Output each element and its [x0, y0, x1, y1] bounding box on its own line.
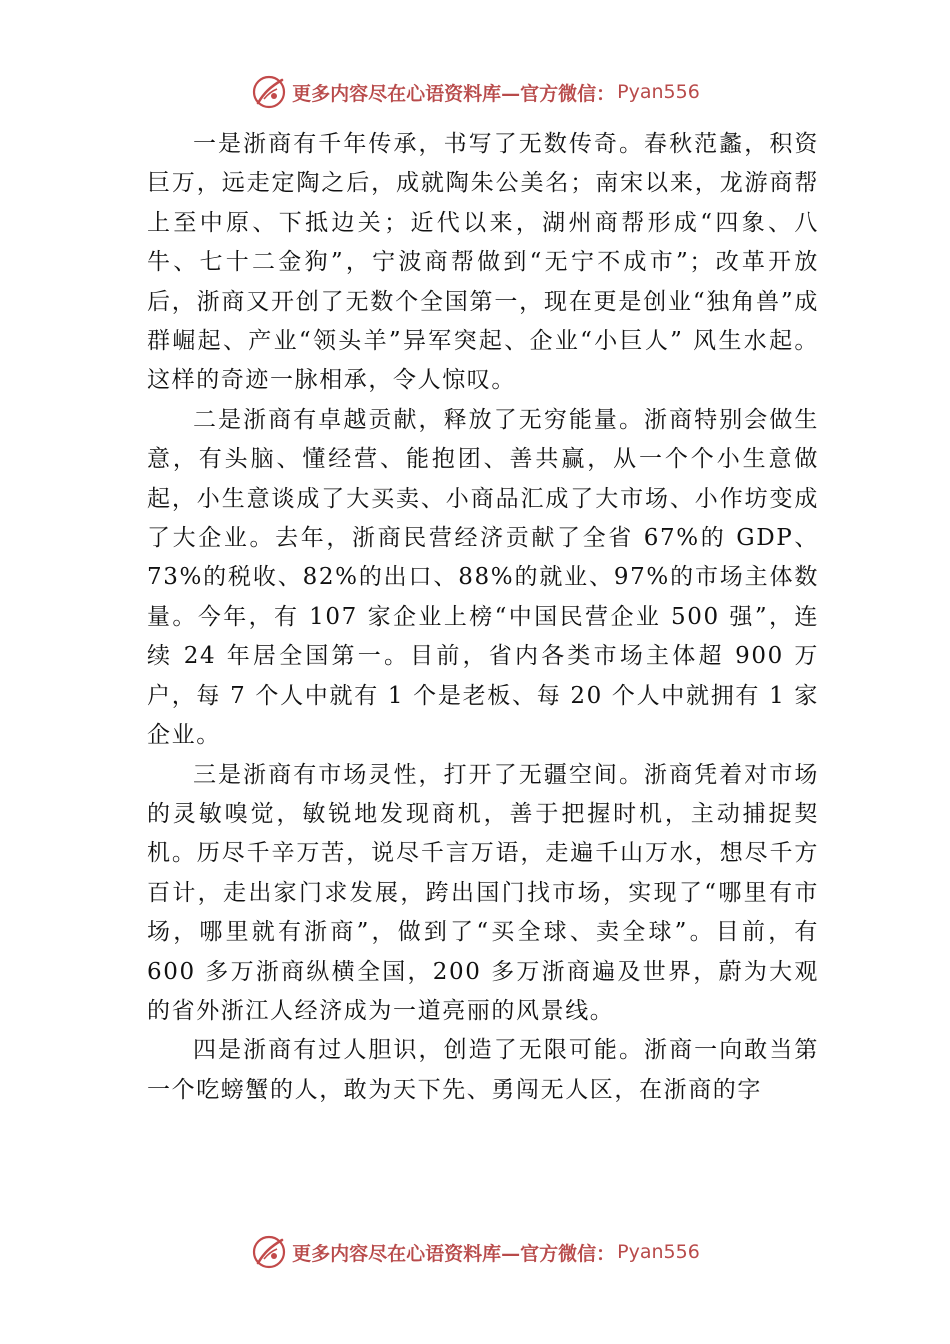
library-logo-icon: [250, 73, 288, 111]
wechat-id: Pyan556: [617, 1241, 700, 1263]
document-body: [147, 125, 819, 1110]
paragraph-2: 二是浙商有卓越贡献，释放了无穷能量。浙商特别会做生意，有头脑、懂经营、能抱团、善共赢，从一个个小生意做起，小生意谈成了大买卖、小商品汇成了大市场、小作坊变成了大企业。去年，浙商民营经济贡献了全省 67%的 GDP、73%的税收、82%的出口、88%的就业、97%的市场主体数量。今年，有 107 家企业上榜“中国民营企业 500 强”，连续 24 年居全国第一。目前，省内各类市场主体超 900 万户，每 7 个人中就有 1 个是老板、每 20 个人中就拥有 1 家企业。: [147, 406, 819, 749]
paragraph-4: 四是浙商有过人胆识，创造了无限可能。浙商一向敢当第一个吃螃蟹的人，敢为天下先、勇闯无人区，在浙商的字: [147, 1037, 819, 1103]
footer-banner: [0, 1232, 950, 1272]
banner-text: 更多内容尽在心语资料库—官方微信：: [292, 1242, 616, 1265]
library-logo-icon: [250, 1233, 288, 1271]
wechat-id: Pyan556: [617, 81, 700, 103]
paragraph-3: 三是浙商有市场灵性，打开了无疆空间。浙商凭着对市场的灵敏嗅觉，敏锐地发现商机，善于把握时机，主动捕捉契机。历尽千辛万苦，说尽千言万语，走遍千山万水，想尽千方百计，走出家门求发展，跨出国门找市场，实现了“哪里有市场，哪里就有浙商”，做到了“买全球、卖全球”。目前，有 600 多万浙商纵横全国，200 多万浙商遍及世界，蔚为大观的省外浙江人经济成为一道亮丽的风景线。: [147, 761, 819, 1024]
paragraph-1: 一是浙商有千年传承，书写了无数传奇。春秋范蠡，积资巨万，远走定陶之后，成就陶朱公美名；南宋以来，龙游商帮上至中原、下抵边关；近代以来，湖州商帮形成“四象、八牛、七十二金狗”，宁波商帮做到“无宁不成市”；改革开放后，浙商又开创了无数个全国第一，现在更是创业“独角兽”成群崛起、产业“领头羊”异军突起、企业“小巨人” 风生水起。这样的奇迹一脉相承，令人惊叹。: [147, 131, 819, 394]
header-banner: [0, 72, 950, 112]
banner-text: 更多内容尽在心语资料库—官方微信：: [292, 82, 616, 105]
